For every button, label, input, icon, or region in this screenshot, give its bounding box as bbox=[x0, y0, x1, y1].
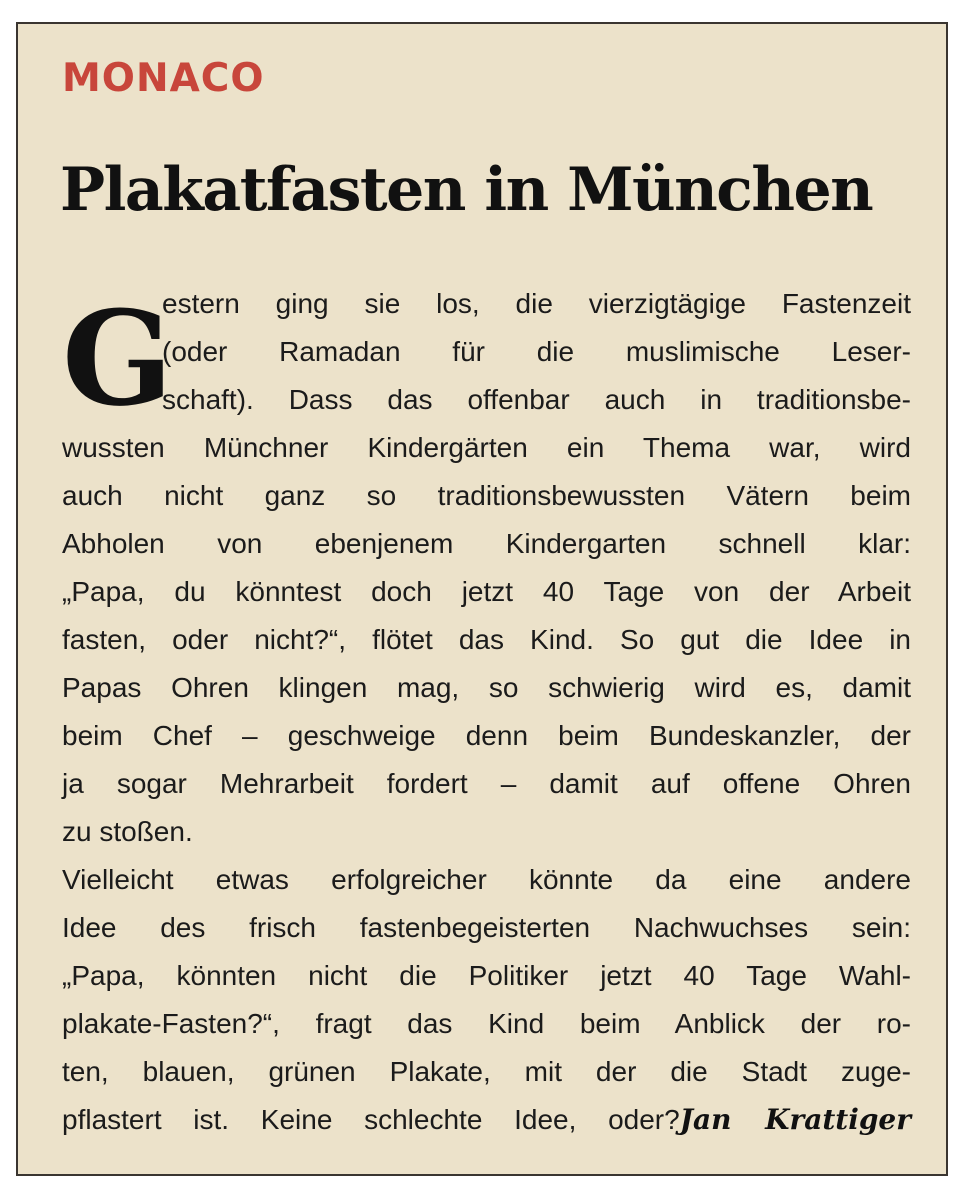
body-line: plakate-Fasten?“, fragt das Kind beim Anblick der ro- bbox=[62, 1008, 911, 1039]
body-line: auch nicht ganz so traditionsbewussten Vätern beim bbox=[62, 480, 911, 511]
author-name: Jan Krattiger bbox=[679, 1103, 912, 1136]
body-line: ja sogar Mehrarbeit fordert – damit auf offene Ohren bbox=[62, 768, 911, 799]
body-line: (oder Ramadan für die muslimische Leser- bbox=[162, 336, 911, 367]
body-line: ten, blauen, grünen Plakate, mit der die Stadt zuge- bbox=[62, 1056, 911, 1087]
body-line: Abholen von ebenjenem Kindergarten schnell klar: bbox=[62, 528, 911, 559]
body-line: „Papa, du könntest doch jetzt 40 Tage von der Arbeit bbox=[62, 576, 911, 607]
section-kicker: MONACO bbox=[62, 56, 265, 101]
body-line: Idee des frisch fastenbegeisterten Nachwuchses sein: bbox=[62, 912, 911, 943]
body-line: schaft). Dass das offenbar auch in traditionsbe- bbox=[162, 384, 911, 415]
body-line: wussten Münchner Kindergärten ein Thema war, wird bbox=[62, 432, 911, 463]
body-line: Vielleicht etwas erfolgreicher könnte da eine andere bbox=[62, 864, 911, 895]
body-line: estern ging sie los, die vierzigtägige Fastenzeit bbox=[162, 288, 911, 319]
article-headline: Plakatfasten in München bbox=[60, 155, 873, 225]
body-line: zu stoßen. bbox=[62, 816, 193, 847]
body-line: fasten, oder nicht?“, flötet das Kind. So gut die Idee in bbox=[62, 624, 911, 655]
article-box bbox=[16, 22, 948, 1176]
drop-cap: G bbox=[62, 282, 174, 435]
body-line-final bbox=[62, 1096, 911, 1144]
body-line: „Papa, könnten nicht die Politiker jetzt 40 Tage Wahl- bbox=[62, 960, 911, 991]
article-body bbox=[62, 280, 911, 1144]
body-line-text: pflastert ist. Keine schlechte Idee, oder? bbox=[62, 1104, 680, 1135]
body-line: Papas Ohren klingen mag, so schwierig wird es, damit bbox=[62, 672, 911, 703]
body-line: beim Chef – geschweige denn beim Bundeskanzler, der bbox=[62, 720, 911, 751]
